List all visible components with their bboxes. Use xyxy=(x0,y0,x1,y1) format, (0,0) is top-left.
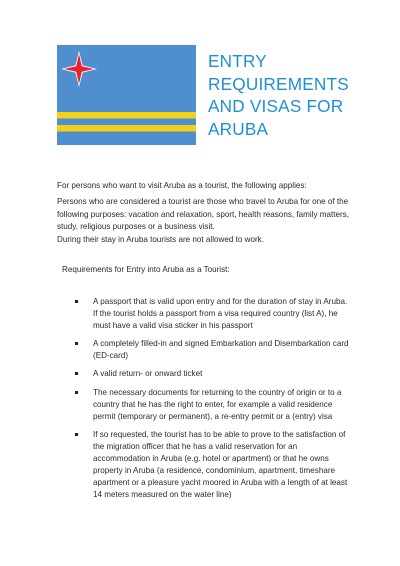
bullet-icon xyxy=(75,342,78,345)
bullet-icon xyxy=(75,372,78,375)
bullet-icon xyxy=(75,391,78,394)
bullet-icon xyxy=(75,433,78,436)
page-title xyxy=(208,50,388,140)
list-item xyxy=(73,429,353,502)
title-line: ARUBA xyxy=(208,118,269,139)
list-item xyxy=(73,338,353,362)
title-line: REQUIREMENTS xyxy=(208,73,349,94)
list-item xyxy=(73,368,353,380)
list-item xyxy=(73,387,353,423)
requirements-heading: Requirements for Entry into Aruba as a Tourist: xyxy=(62,265,230,274)
aruba-flag-graphic xyxy=(57,45,196,145)
list-item xyxy=(73,296,353,332)
title-line: AND VISAS FOR xyxy=(208,96,344,116)
list-item-text: A valid return- or onward ticket xyxy=(93,369,203,379)
bullet-icon xyxy=(75,300,78,303)
list-item-text: The necessary documents for returning to the country of origin or to a country that he has the right to enter, for example a valid residence permit (temporary or permanent), a re-entry permit or a (entry) visa xyxy=(93,387,342,421)
intro-paragraph: For persons who want to visit Aruba as a tourist, the following applies: xyxy=(57,181,307,190)
list-item-text: A passport that is valid upon entry and for the duration of stay in Aruba. If the tourist holds a passport from a visa required country (list A), he must have a valid visa sticker in his passport xyxy=(93,297,348,331)
title-line: ENTRY xyxy=(208,51,267,71)
aruba-flag-icon xyxy=(57,45,196,145)
tourist-definition-paragraph: Persons who are considered a tourist are those who travel to Aruba for one of the following purposes: vacation and relaxation, sport, health reasons, family matters, study, religious purposes or a business visit. xyxy=(57,197,349,231)
work-restriction-paragraph: During their stay in Aruba tourists are not allowed to work. xyxy=(57,235,264,244)
flag-stripe-top xyxy=(57,112,196,119)
list-item-text: A completely filled-in and signed Embarkation and Disembarkation card (ED-card) xyxy=(93,339,349,361)
list-item-text: If so requested, the tourist has to be able to prove to the satisfaction of the migration officer that he has a valid reservation for an accommodation in Aruba (e.g. hotel or apartment) or that he owns property in Aruba (a residence, condominium, apartment, timeshare apartment or a pleasure yacht moored in Aruba with a length of at least 14 meters measured on the water line) xyxy=(93,429,348,500)
flag-stripe-bottom xyxy=(57,125,196,132)
requirements-list xyxy=(73,296,353,507)
